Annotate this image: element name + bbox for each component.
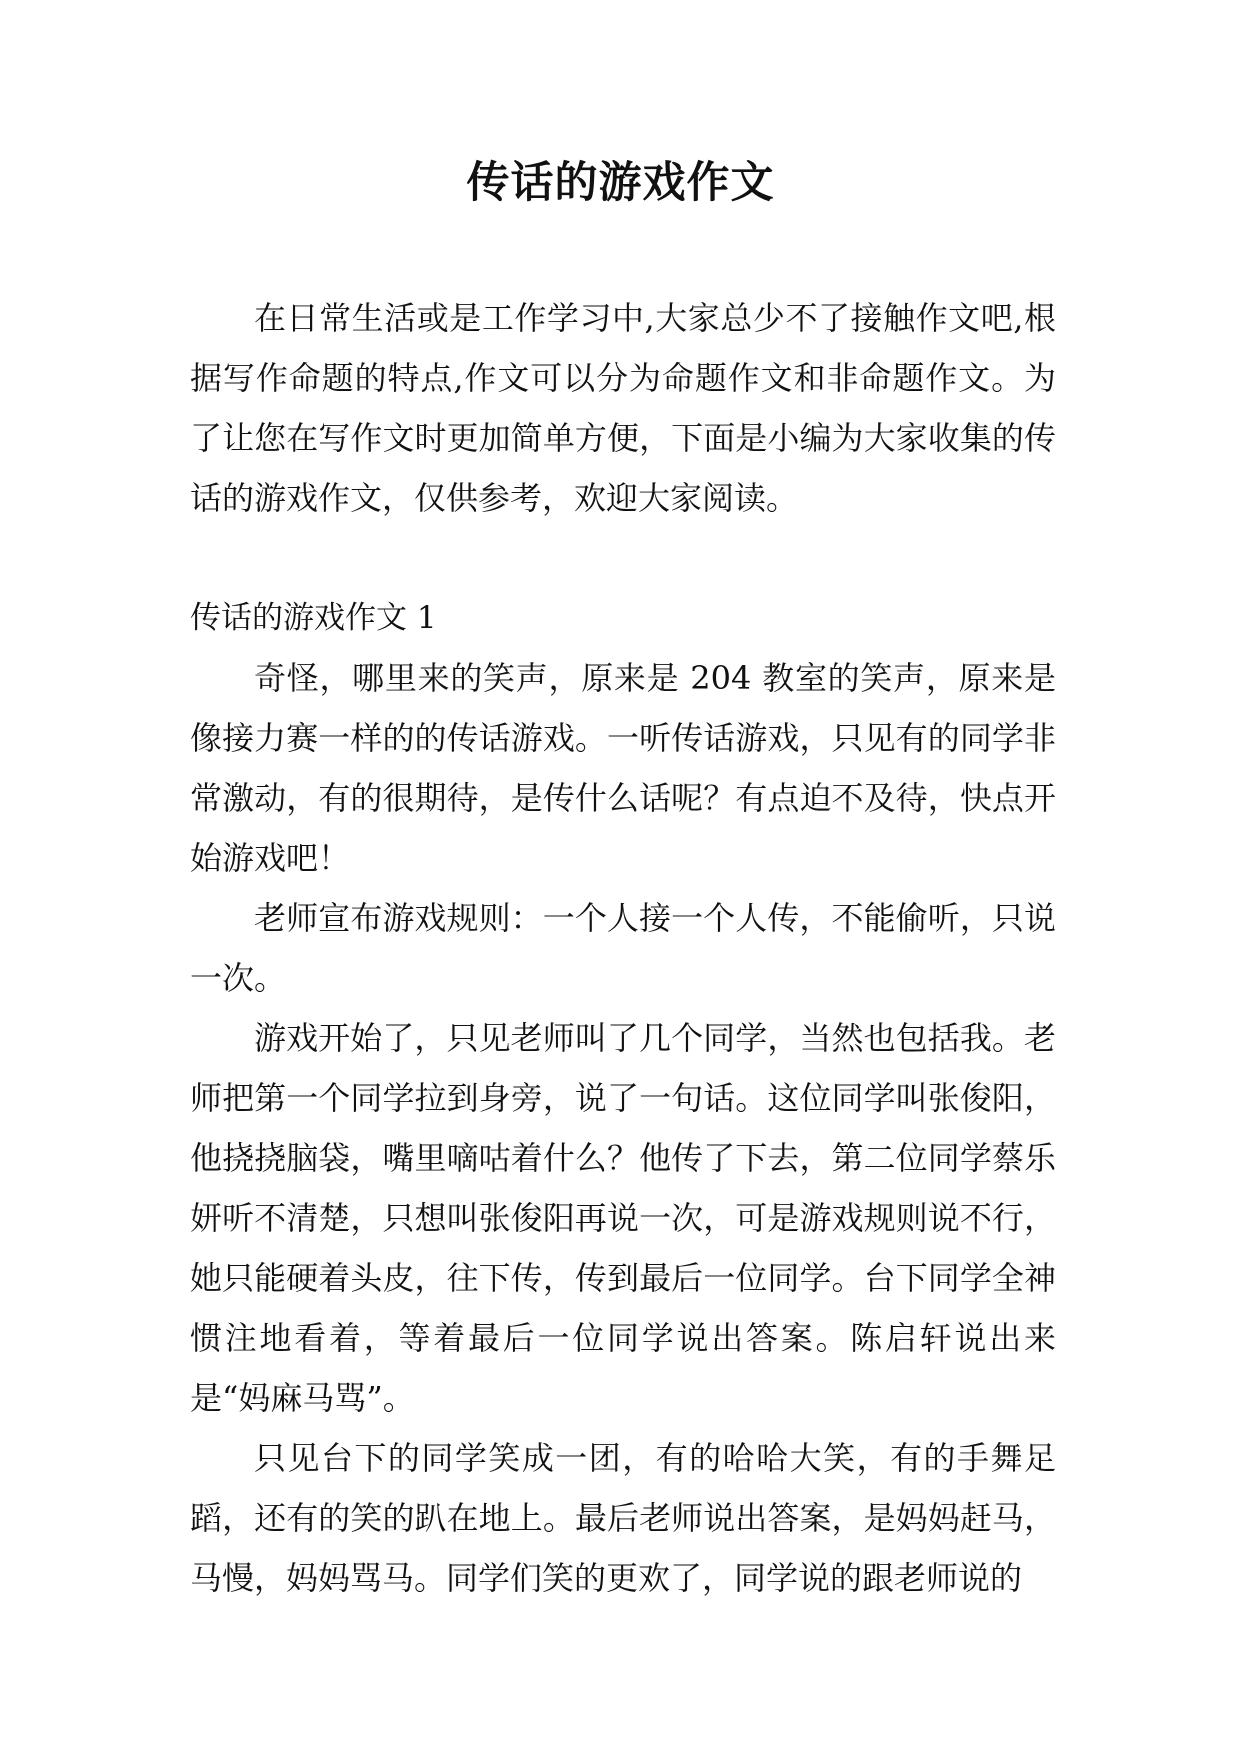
document-body	[190, 288, 1056, 1608]
section-paragraph: 游戏开始了，只见老师叫了几个同学，当然也包括我。老师把第一个同学拉到身旁，说了一句话。这位同学叫张俊阳，他挠挠脑袋，嘴里嘀咕着什么？他传了下去，第二位同学蔡乐妍听不清楚，只想叫张俊阳再说一次，可是游戏规则说不行，她只能硬着头皮，往下传，传到最后一位同学。台下同学全神惯注地看着，等着最后一位同学说出答案。陈启轩说出来是“妈麻马骂”。	[190, 1019, 1056, 1417]
section-paragraph: 奇怪，哪里来的笑声，原来是 204 教室的笑声，原来是像接力赛一样的的传话游戏。一听传话游戏，只见有的同学非常激动，有的很期待，是传什么话呢？有点迫不及待，快点开始游戏吧！	[190, 659, 1056, 877]
section-paragraph: 老师宣布游戏规则：一个人接一个人传，不能偷听，只说一次。	[190, 899, 1056, 997]
document-title: 传话的游戏作文	[466, 158, 775, 208]
section-heading: 传话的游戏作文 1	[190, 600, 437, 636]
intro-paragraph: 在日常生活或是工作学习中,大家总少不了接触作文吧,根据写作命题的特点,作文可以分为命题作文和非命题作文。为了让您在写作文时更加简单方便，下面是小编为大家收集的传话的游戏作文，仅供参考，欢迎大家阅读。	[190, 299, 1056, 517]
section-paragraph: 只见台下的同学笑成一团，有的哈哈大笑，有的手舞足蹈，还有的笑的趴在地上。最后老师说出答案，是妈妈赶马，马慢，妈妈骂马。同学们笑的更欢了，同学说的跟老师说的	[190, 1439, 1056, 1597]
